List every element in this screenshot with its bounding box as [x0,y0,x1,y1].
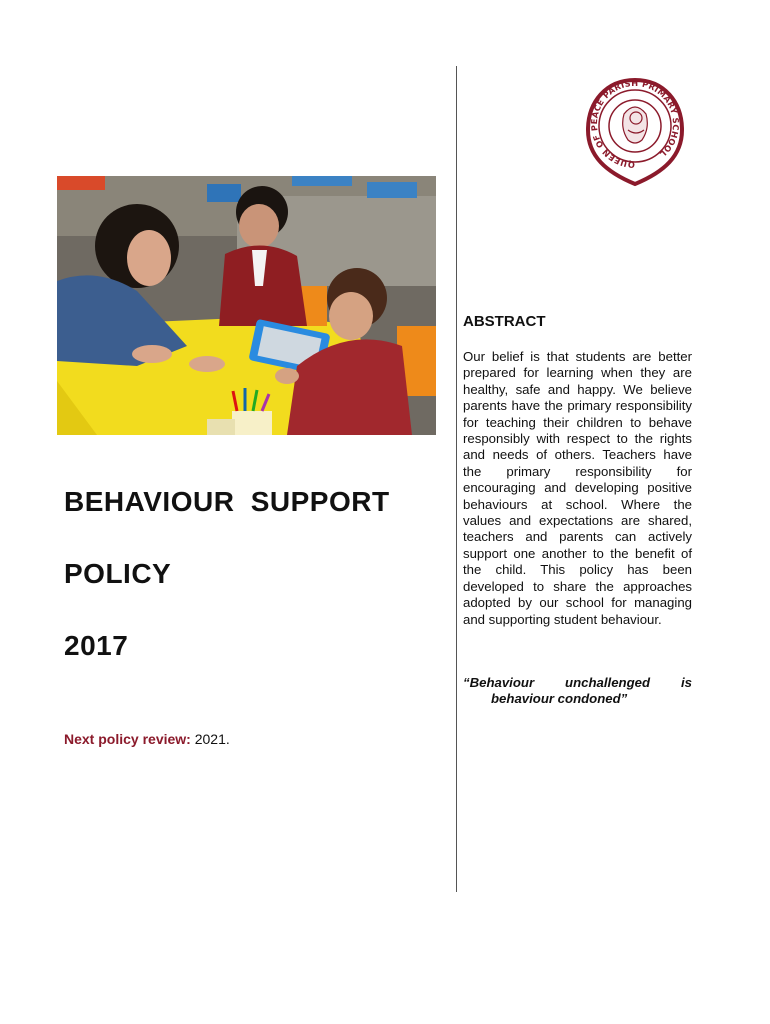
crest-ring-text: QUEEN OF PEACE PARISH PRIMARY SCHOOL [588,77,682,171]
school-crest-icon [584,74,686,190]
next-review-label: Next policy review: [64,731,191,747]
quote-line-2: behaviour condoned” [491,691,628,707]
policy-title: BEHAVIOUR SUPPORT [64,486,390,517]
policy-subtitle: POLICY [64,558,172,589]
abstract-heading: ABSTRACT [463,313,546,330]
quote-word: unchallenged [565,675,651,690]
next-review-value: 2021. [190,731,230,747]
policy-year: 2017 [64,630,129,661]
abstract-body: Our belief is that students are better prepared for learning when they are healthy, safe and happy. We believe parents have the primary responsibility for teaching their children to behave responsibly with respect to the rights and needs of others. Teachers have the primary responsibility for encouraging and developing positive behaviours at school. Where the values and expectations are shared, teachers and parents can actively support one another to the benefit of the child. This policy has been developed to share the approaches adopted by our school for managing and supporting student behaviour. [463,349,692,627]
classroom-photo [57,176,436,435]
next-review [64,731,230,747]
quote-word: is [681,675,692,690]
quote-word: “Behaviour [463,675,535,690]
column-divider [456,66,457,892]
policy-quote [463,675,692,708]
